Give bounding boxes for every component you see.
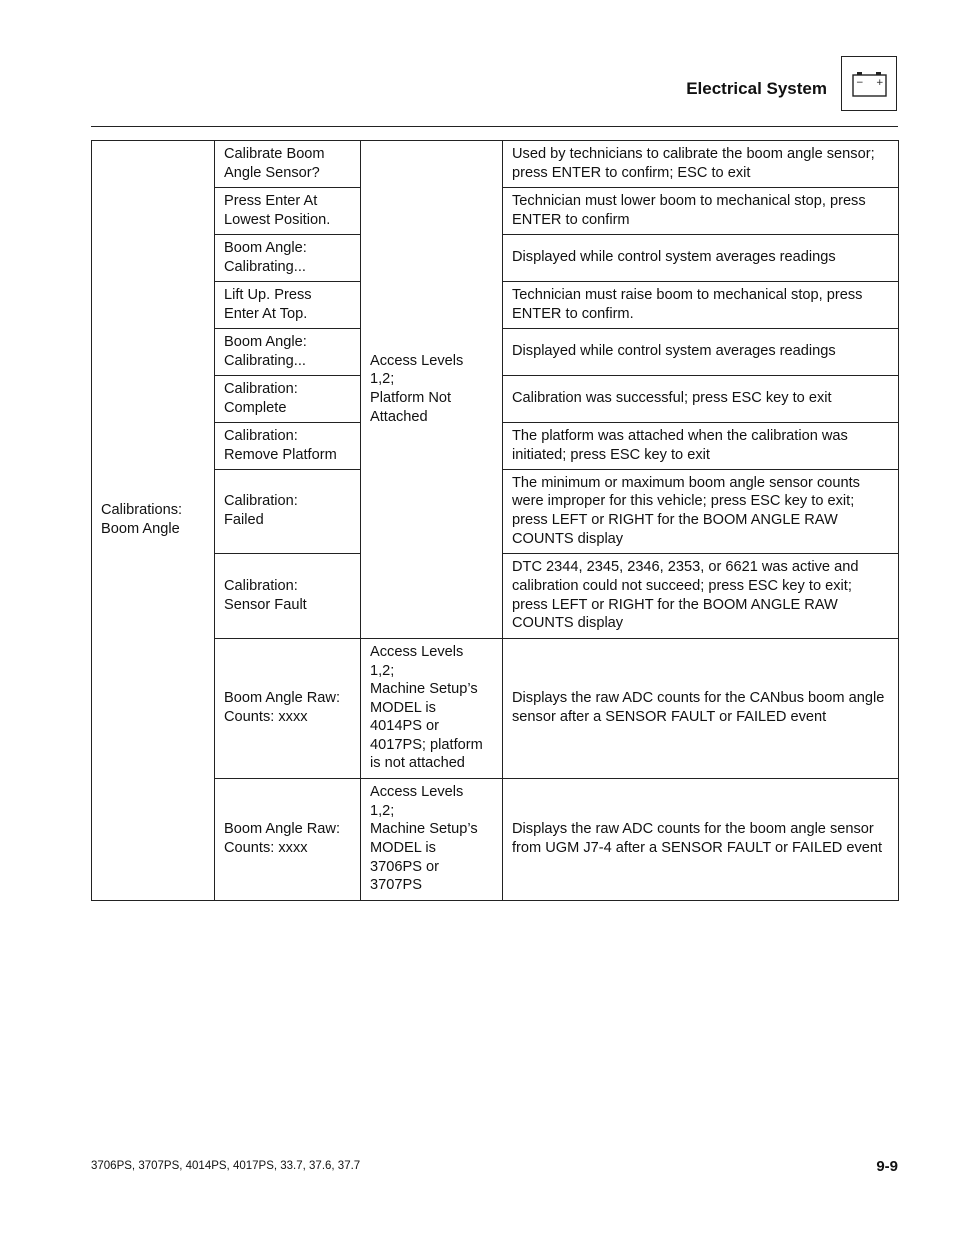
description-cell: DTC 2344, 2345, 2346, 2353, or 6621 was active and calibration could not succeed; press ESC key to exit; press LEFT or RIGHT for the BOOM ANGLE RAW COUNTS display xyxy=(503,554,899,639)
plus-sign: + xyxy=(876,78,884,88)
message-cell: Calibration: Remove Platform xyxy=(215,423,361,470)
header-rule xyxy=(91,126,898,127)
section-title: Electrical System xyxy=(686,79,827,98)
message-cell: Calibrate Boom Angle Sensor? xyxy=(215,141,361,188)
message-cell: Calibration: Sensor Fault xyxy=(215,554,361,639)
access-cell: Access Levels 1,2; Platform Not Attached xyxy=(361,141,503,639)
description-cell: Displays the raw ADC counts for the CANbus boom angle sensor after a SENSOR FAULT or FAILED event xyxy=(503,639,899,779)
message-cell: Press Enter At Lowest Position. xyxy=(215,188,361,235)
message-cell: Boom Angle Raw: Counts: xxxx xyxy=(215,639,361,779)
message-cell: Boom Angle Raw: Counts: xxxx xyxy=(215,779,361,901)
page-number: 9-9 xyxy=(876,1158,898,1175)
description-cell: Used by technicians to calibrate the boom angle sensor; press ENTER to confirm; ESC to exit xyxy=(503,141,899,188)
description-cell: Technician must raise boom to mechanical stop, press ENTER to confirm. xyxy=(503,282,899,329)
description-cell: Displays the raw ADC counts for the boom angle sensor from UGM J7-4 after a SENSOR FAULT or FAILED event xyxy=(503,779,899,901)
message-cell: Boom Angle: Calibrating... xyxy=(215,235,361,282)
description-cell: Displayed while control system averages readings xyxy=(503,329,899,376)
description-cell: Displayed while control system averages readings xyxy=(503,235,899,282)
description-cell: The minimum or maximum boom angle sensor counts were improper for this vehicle; press ESC key to exit; press LEFT or RIGHT for the BOOM ANGLE RAW COUNTS display xyxy=(503,470,899,554)
description-cell: Calibration was successful; press ESC key to exit xyxy=(503,376,899,423)
description-cell: Technician must lower boom to mechanical stop, press ENTER to confirm xyxy=(503,188,899,235)
message-cell: Calibration: Complete xyxy=(215,376,361,423)
table-row xyxy=(92,141,899,188)
minus-sign: − xyxy=(856,78,864,88)
message-cell: Lift Up. Press Enter At Top. xyxy=(215,282,361,329)
message-cell: Boom Angle: Calibrating... xyxy=(215,329,361,376)
group-label-cell: Calibrations: Boom Angle xyxy=(92,141,215,901)
access-cell: Access Levels 1,2; Machine Setup’s MODEL is 3706PS or 3707PS xyxy=(361,779,503,901)
message-cell: Calibration: Failed xyxy=(215,470,361,554)
calibration-table xyxy=(91,140,899,901)
description-cell: The platform was attached when the calibration was initiated; press ESC key to exit xyxy=(503,423,899,470)
access-cell: Access Levels 1,2; Machine Setup’s MODEL is 4014PS or 4017PS; platform is not attached xyxy=(361,639,503,779)
footer-models: 3706PS, 3707PS, 4014PS, 4017PS, 33.7, 37.6, 37.7 xyxy=(91,1160,361,1172)
battery-icon xyxy=(841,56,897,111)
